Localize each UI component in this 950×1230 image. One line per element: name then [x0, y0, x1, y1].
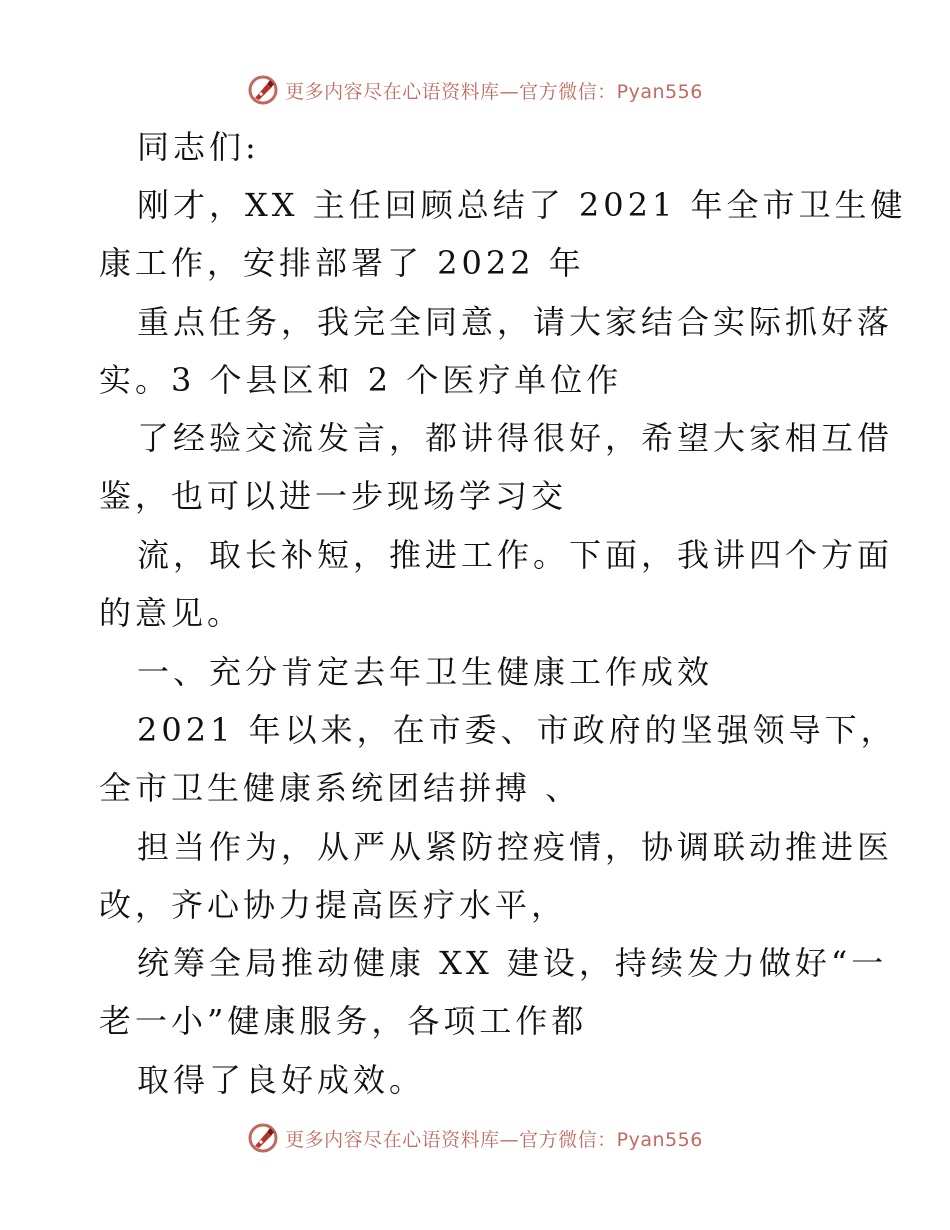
doc-line: 实。3 个县区和 2 个医疗单位作	[99, 361, 623, 399]
section-heading: 一、充分肯定去年卫生健康工作成效	[137, 653, 714, 691]
doc-line: 重点任务，我完全同意，请大家结合实际抓好落	[137, 303, 894, 341]
doc-line: 2021 年以来，在市委、市政府的坚强领导下，	[137, 711, 897, 749]
doc-line: 的意见。	[99, 594, 244, 632]
footer-watermark-banner	[0, 1118, 950, 1158]
doc-line: 取得了良好成效。	[137, 1061, 426, 1099]
doc-line: 担当作为，从严从紧防控疫情，协调联动推进医	[137, 828, 894, 866]
doc-line: 全市卫生健康系统团结拼搏 、	[99, 769, 582, 807]
watermark-text: 更多内容尽在心语资料库—官方微信：Pyan556	[285, 1128, 703, 1151]
doc-line: 统筹全局推动健康 XX 建设，持续发力做好“一	[137, 944, 888, 982]
doc-line: 刚才，XX 主任回顾总结了 2021 年全市卫生健	[137, 186, 907, 224]
doc-line: 流，取长补短，推进工作。下面，我讲四个方面	[137, 536, 894, 574]
doc-line: 了经验交流发言，都讲得很好，希望大家相互借	[137, 419, 894, 457]
doc-line: 改，齐心协力提高医疗水平，	[99, 886, 568, 924]
doc-line: 康工作，安排部署了 2022 年	[99, 244, 585, 282]
doc-line: 鉴，也可以进一步现场学习交	[99, 477, 568, 515]
doc-line: 老一小”健康服务，各项工作都	[99, 1002, 588, 1040]
watermark-text: 更多内容尽在心语资料库—官方微信：Pyan556	[285, 80, 703, 103]
doc-line: 同志们:	[137, 128, 260, 166]
pen-nib-logo-icon	[247, 1122, 279, 1154]
